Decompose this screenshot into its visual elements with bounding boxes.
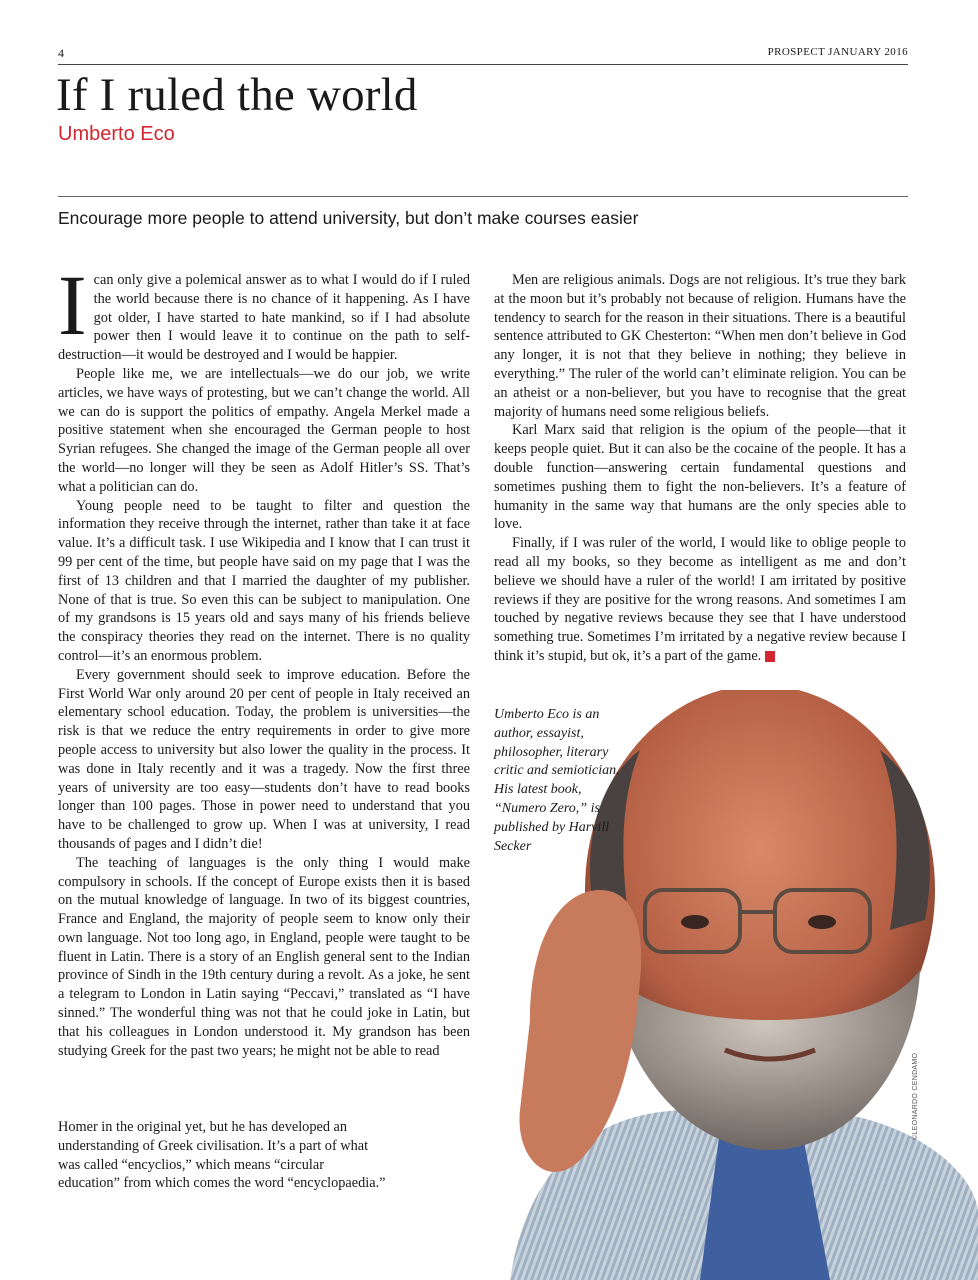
paragraph: Young people need to be taught to filter and question the information they receive through the internet, rather than take it at face value. It’s a difficult task. I use Wikipedia and I know that I can trust it 99 per cent of the time, but people have said on my page that I was the first of 13 children and that I married the daughter of my publisher. None of that is true. So even this can be subject to manipulation. One of my grandsons is 15 years old and says many of his friends believe the conspiracy theories they read on the internet. There is no quality control—it’s an enormous problem. bbox=[58, 497, 470, 664]
author-bio: Umberto Eco is an author, essayist, philosopher, literary critic and semiotician. His latest book, “Numero Zero,” is published by Harvill Secker bbox=[494, 707, 620, 854]
article-column-left bbox=[58, 257, 470, 1060]
issue-line: PROSPECT JANUARY 2016 bbox=[767, 46, 908, 58]
paragraph: The teaching of languages is the only thing I would make compulsory in schools. If the concept of Europe exists then it is based on the mutual knowledge of language. In two of its biggest countries, France and England, the majority of people seem to know only their own language. Not too long ago, in England, people were taught to be fluent in Latin. There is a story of an English general sent to the Indian province of Sindh in the 19th century during a revolt. As a joke, he sent a telegram to London in Latin saying “Peccavi,” translated as “I have sinned.” The wonderful thing was not that he could joke in Latin, but that his colleagues in London understood it. My grandson has been studying Greek for the past two years; he might not be able to read bbox=[58, 854, 470, 1059]
article-column-right bbox=[494, 271, 906, 666]
standfirst: Encourage more people to attend university, but don’t make courses easier bbox=[58, 208, 639, 228]
drop-cap: I bbox=[58, 257, 87, 353]
photo-credit: ©LEONARDO CENDAMO bbox=[912, 1052, 919, 1140]
page-number: 4 bbox=[58, 46, 64, 60]
header-rule bbox=[58, 64, 908, 65]
end-mark-icon: P bbox=[765, 651, 775, 662]
paragraph: People like me, we are intellectuals—we do our job, we write articles, we have ways of protesting, but we can’t change the world. All we can do is support the politics of empathy. Angela Merkel made a positive statement when she encouraged the German people to host Syrian refugees. She changed the image of the German people all over the world—no longer will they be seen as Adolf Hitler’s SS. That’s what a politician can do. bbox=[58, 365, 470, 495]
left-column-tail: Homer in the original yet, but he has developed an understanding of Greek civilisation. It’s a part of what was called “encyclios,” which means “circular education” from which comes the word “encyclopaedia.” bbox=[58, 1119, 386, 1192]
paragraph: Every government should seek to improve education. Before the First World War only around 20 per cent of people in Italy received an elementary school education. Today, the problem is universities—the risk is that we reduce the entry requirements in order to give more people access to university but also lower the quality in the process. It was done in Italy recently and it was a tragedy. Now the first three years of university are too easy—students don’t have to read books longer than 100 pages. Those in power need to understand that you have to be challenged to grow up. When I was at university, I read thousands of pages and I didn’t die! bbox=[58, 666, 470, 852]
paragraph: Men are religious animals. Dogs are not religious. It’s true they bark at the moon but it’s probably not because of religion. Humans have the tendency to search for the reason in their situations. There is a beautiful sentence attributed to GK Chesterton: “When men don’t believe in God any longer, it is not that they believe in nothing; they believe in everything.” The ruler of the world can’t eliminate religion. You can be an atheist or a non-believer, but you have to recognise that the great majority of humans need some religious beliefs. bbox=[494, 272, 906, 420]
paragraph: Finally, if I was ruler of the world, I would like to oblige people to read all my books, so they become as intelligent as me and don’t believe we should have a ruler of the world! I am irritated by positive reviews if they are positive for the wrong reasons. And sometimes I am touched by negative reviews because they see that I have understood something true. Sometimes I’m irritated by a negative review because I think it’s stupid, but ok, it’s a part of the game. P bbox=[494, 535, 906, 664]
paragraph: Karl Marx said that religion is the opium of the people—that it keeps people quiet. But it can also be the cocaine of the people. It has a double function—answering certain fundamental questions and sometimes pushing them to fight the non-believers. It’s a feature of humanity in the same way that humans are the only species able to love. bbox=[494, 422, 906, 533]
standfirst-rule bbox=[58, 196, 908, 197]
article-title: If I ruled the world bbox=[56, 69, 418, 121]
author-name: Umberto Eco bbox=[58, 123, 175, 145]
paragraph: Ican only give a polemical answer as to what I would do if I ruled the world because there is no chance of it happening. As I have got older, I have started to hate mankind, so if I had absolute power then I would leave it to continue on the path to self-destruction—it would be destroyed and I would be happier. bbox=[58, 257, 470, 364]
